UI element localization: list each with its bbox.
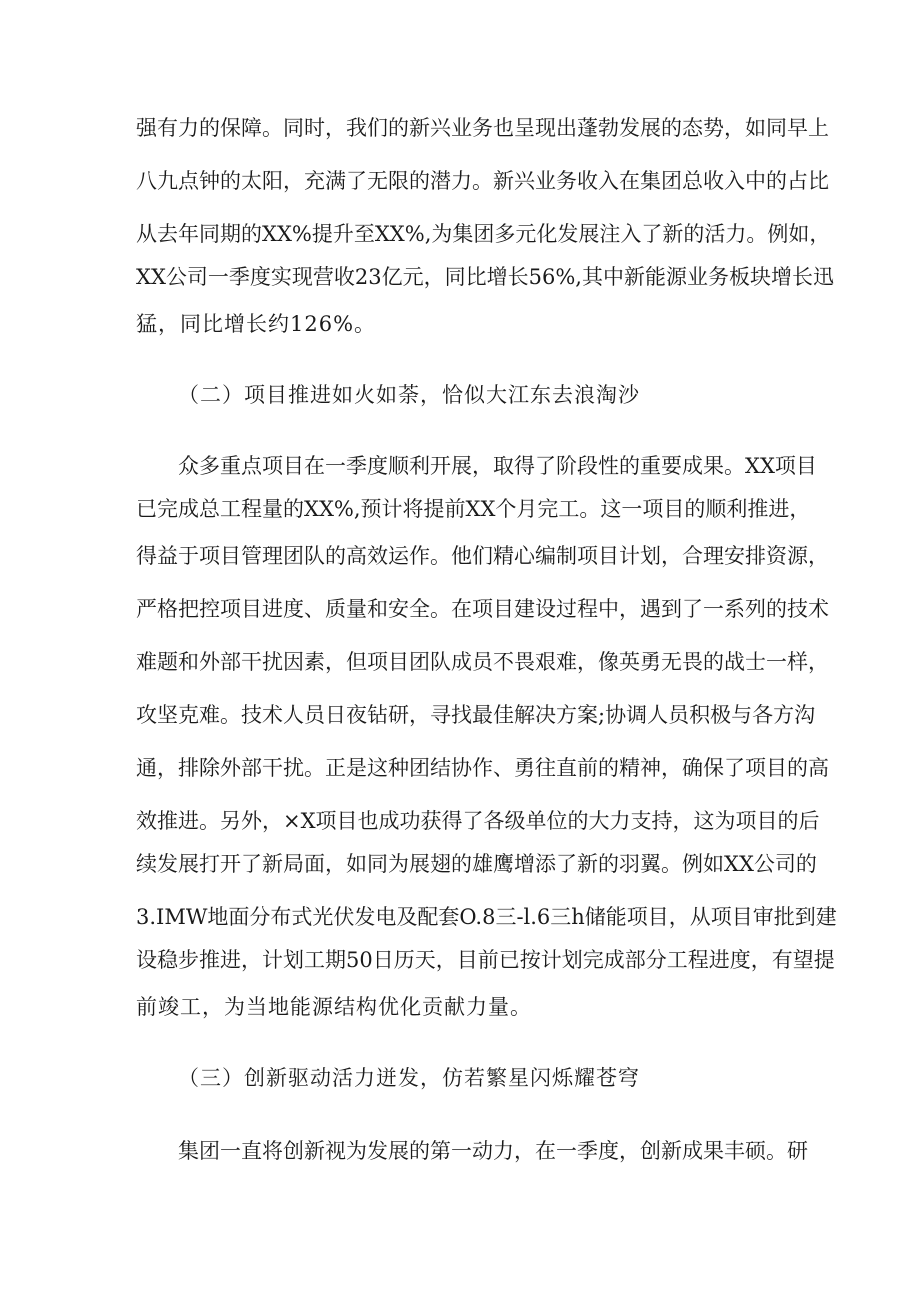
- section-heading-3: （三）创新驱动活力迸发，仿若繁星闪烁耀苍穹: [178, 1066, 640, 1090]
- text-line: 众多重点项目在一季度顺利开展，取得了阶段性的重要成果。XX项目: [178, 454, 817, 478]
- text-line: 已完成总工程量的XX%,预计将提前XX个月完工。这一项目的顺利推进，: [136, 497, 811, 521]
- text-line: 从去年同期的XX%提升至XX%,为集团多元化发展注入了新的活力。例如，: [136, 222, 831, 246]
- text-line: 效推进。另外，×X项目也成功获得了各级单位的大力支持，这为项目的后: [136, 809, 820, 833]
- text-line: 集团一直将创新视为发展的第一动力，在一季度，创新成果丰硕。研: [178, 1139, 808, 1163]
- text-line: 猛，同比增长约126%。: [136, 312, 377, 336]
- text-line: 通，排除外部干扰。正是这种团结协作、勇往直前的精神，确保了项目的高: [136, 756, 829, 780]
- text-line: 得益于项目管理团队的高效运作。他们精心编制项目计划，合理安排资源，: [136, 544, 829, 568]
- text-line: 攻坚克难。技术人员日夜钻研，寻找最佳解决方案;协调人员积极与各方沟: [136, 703, 816, 727]
- text-line: 3.IMW地面分布式光伏发电及配套O.8三-l.6三h储能项目，从项目审批到建: [136, 905, 837, 929]
- text-line: 难题和外部干扰因素，但项目团队成员不畏艰难，像英勇无畏的战士一样，: [136, 650, 829, 674]
- text-line: XX公司一季度实现营收23亿元，同比增长56%,其中新能源业务板块增长迅: [136, 265, 834, 289]
- text-line: 八九点钟的太阳，充满了无限的潜力。新兴业务收入在集团总收入中的占比: [136, 169, 829, 193]
- text-line: 设稳步推进，计划工期50日历天，目前已按计划完成部分工程进度，有望提: [136, 948, 835, 972]
- text-line: 强有力的保障。同时，我们的新兴业务也呈现出蓬勃发展的态势，如同早上: [136, 116, 829, 140]
- text-line: 续发展打开了新局面，如同为展翅的雄鹰增添了新的羽翼。例如XX公司的: [136, 852, 817, 876]
- text-line: 前竣工，为当地能源结构优化贡献力量。: [136, 995, 532, 1019]
- section-heading-2: （二）项目推进如火如荼，恰似大江东去浪淘沙: [178, 383, 640, 407]
- text-line: 严格把控项目进度、质量和安全。在项目建设过程中，遇到了一系列的技术: [136, 597, 829, 621]
